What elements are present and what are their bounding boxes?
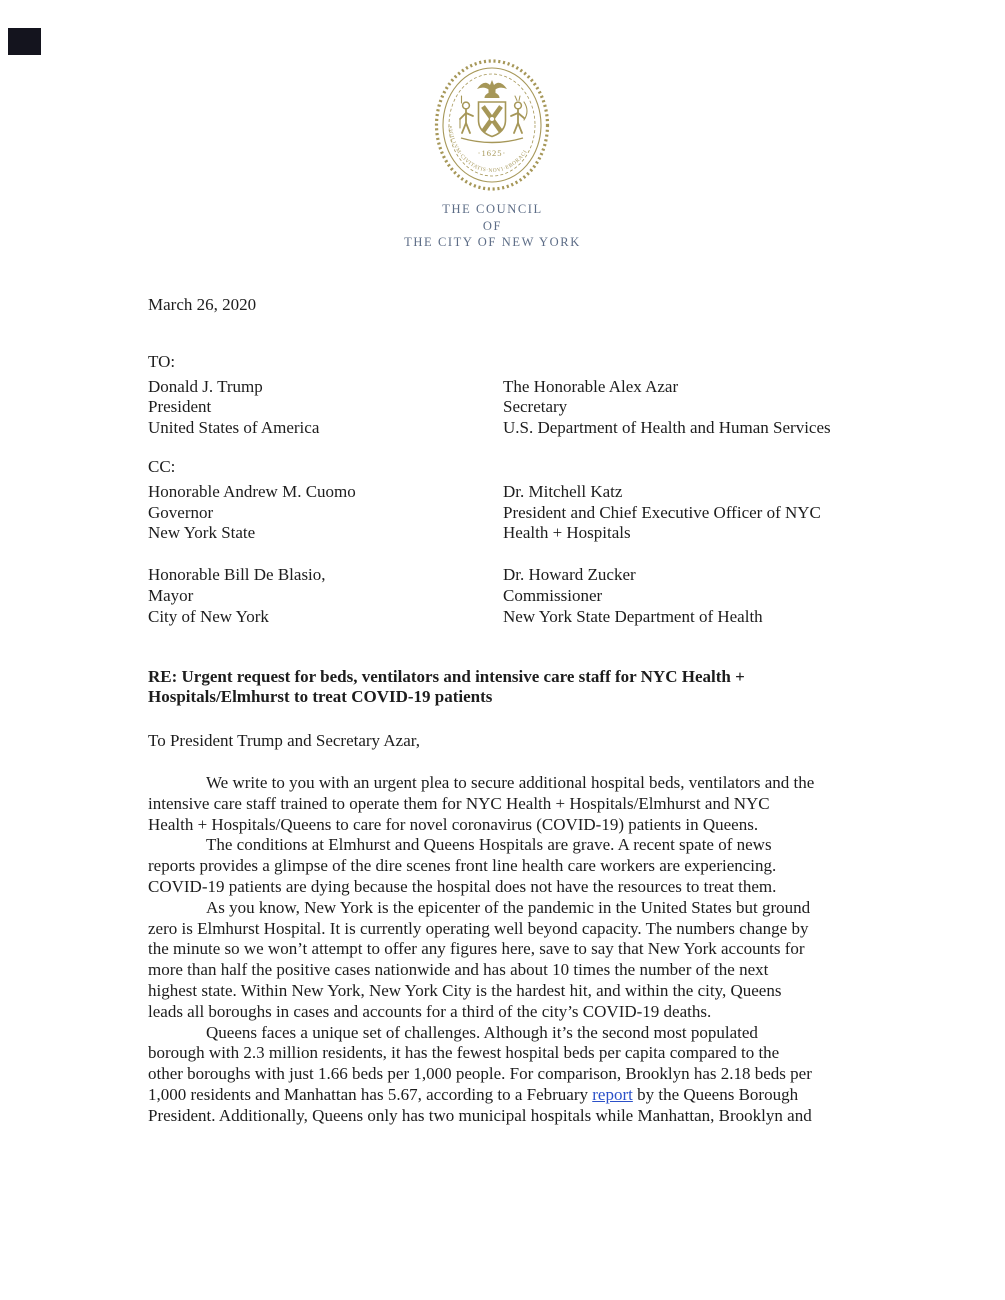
letterhead-line3: THE CITY OF NEW YORK <box>404 235 581 249</box>
letter-paragraphs <box>148 773 864 1127</box>
text-line: President and Chief Executive Officer of NYC <box>503 502 821 522</box>
text-line: U.S. Department of Health and Human Services <box>503 418 831 438</box>
text-line: zero is Elmhurst Hospital. It is currently operating well beyond capacity. The numbers change by <box>148 918 809 938</box>
text-line: President. Additionally, Queens only has two municipal hospitals while Manhattan, Brooklyn and <box>148 1105 812 1125</box>
letter-body <box>148 295 864 1127</box>
text-line: Dr. Mitchell Katz <box>503 481 623 501</box>
cc-recipient-hh-ceo <box>503 482 864 544</box>
text-line: As you know, New York is the epicenter of the pandemic in the United States but ground <box>206 897 811 917</box>
text-line: highest state. Within New York, New York City is the hardest hit, and within the city, Queens <box>148 980 782 1000</box>
seal-ring-text: SIGILLVM·CIVITATIS·NOVI·EBORACI <box>446 125 529 175</box>
text-line: Queens faces a unique set of challenges. Although it’s the second most populated <box>206 1022 758 1042</box>
letter-date: March 26, 2020 <box>148 295 257 314</box>
recipient-secondary <box>503 377 864 439</box>
text-line: reports provides a glimpse of the dire scenes front line health care workers are experiencing. <box>148 856 777 876</box>
seal-eagle <box>477 80 507 98</box>
subject-line-2: Hospitals/Elmhurst to treat COVID-19 patients <box>148 687 493 707</box>
report-link[interactable]: report <box>592 1084 633 1104</box>
letterhead-line2: OF <box>482 218 503 233</box>
text-line: Health + Hospitals/Queens to care for novel coronavirus (COVID-19) patients in Queens. <box>148 814 759 834</box>
seal-native-figure <box>511 96 527 133</box>
text-line-with-link <box>148 1085 864 1106</box>
text-line: New York State <box>148 523 256 543</box>
to-block <box>148 352 864 439</box>
paragraph-3 <box>148 898 864 1023</box>
text-line: United States of America <box>148 418 320 438</box>
text-line: intensive care staff trained to operate them for NYC Health + Hospitals/Elmhurst and NYC <box>148 793 770 813</box>
text-line: City of New York <box>148 606 269 626</box>
text-line: Dr. Howard Zucker <box>503 565 636 585</box>
scan-artifact-mark <box>8 28 41 55</box>
to-columns <box>148 377 864 439</box>
text-line: The Honorable Alex Azar <box>503 376 679 396</box>
subject-line-1: RE: Urgent request for beds, ventilators and intensive care staff for NYC Health + <box>148 666 745 686</box>
cc-columns-2 <box>148 565 864 627</box>
text-line: Mayor <box>148 585 194 605</box>
text-line: We write to you with an urgent plea to secure additional hospital beds, ventilators and the <box>206 772 815 792</box>
paragraph-1 <box>148 773 864 835</box>
text-line: the minute so we won’t attempt to offer any figures here, save to say that New York accounts for <box>148 939 805 959</box>
paragraph-2 <box>148 835 864 897</box>
text-line: Honorable Andrew M. Cuomo <box>148 481 356 501</box>
seal-sailor-figure <box>460 96 473 133</box>
text-line: Secretary <box>503 397 568 417</box>
seal-banner <box>461 138 523 143</box>
nyc-council-seal-icon <box>433 58 551 192</box>
text-line: The conditions at Elmhurst and Queens Hospitals are grave. A recent spate of news <box>206 835 772 855</box>
cc-block <box>148 457 864 628</box>
text-line: borough with 2.3 million residents, it has the fewest hospital beds per capita compared to the <box>148 1043 780 1063</box>
seal-year: ·1625· <box>477 148 507 158</box>
salutation: To President Trump and Secretary Azar, <box>148 731 420 751</box>
text-line: more than half the positive cases nationwide and has about 10 times the number of the next <box>148 960 769 980</box>
paragraph-4 <box>148 1023 864 1127</box>
to-label: TO: <box>148 351 176 371</box>
letterhead <box>0 201 995 251</box>
seal-shield <box>479 102 506 137</box>
subject-line <box>148 667 864 709</box>
text-line: President <box>148 397 212 417</box>
text-line: New York State Department of Health <box>503 606 763 626</box>
text-line: Honorable Bill De Blasio, <box>148 565 326 585</box>
text-line: COVID-19 patients are dying because the hospital does not have the resources to treat them. <box>148 876 777 896</box>
letterhead-line1: THE COUNCIL <box>442 202 543 216</box>
link-line-before: 1,000 residents and Manhattan has 5.67, according to a February <box>148 1084 593 1104</box>
cc-columns-1 <box>148 482 864 544</box>
cc-label: CC: <box>148 456 176 476</box>
text-line: Governor <box>148 502 214 522</box>
text-line: Commissioner <box>503 585 603 605</box>
text-line: Health + Hospitals <box>503 523 631 543</box>
text-line: other boroughs with just 1.66 beds per 1,000 people. For comparison, Brooklyn has 2.18 beds per <box>148 1064 812 1084</box>
text-line: Donald J. Trump <box>148 376 263 396</box>
link-line-after: by the Queens Borough <box>632 1084 799 1104</box>
cc-recipient-commissioner <box>503 565 864 627</box>
text-line: leads all boroughs in cases and accounts for a third of the city’s COVID-19 deaths. <box>148 1001 712 1021</box>
